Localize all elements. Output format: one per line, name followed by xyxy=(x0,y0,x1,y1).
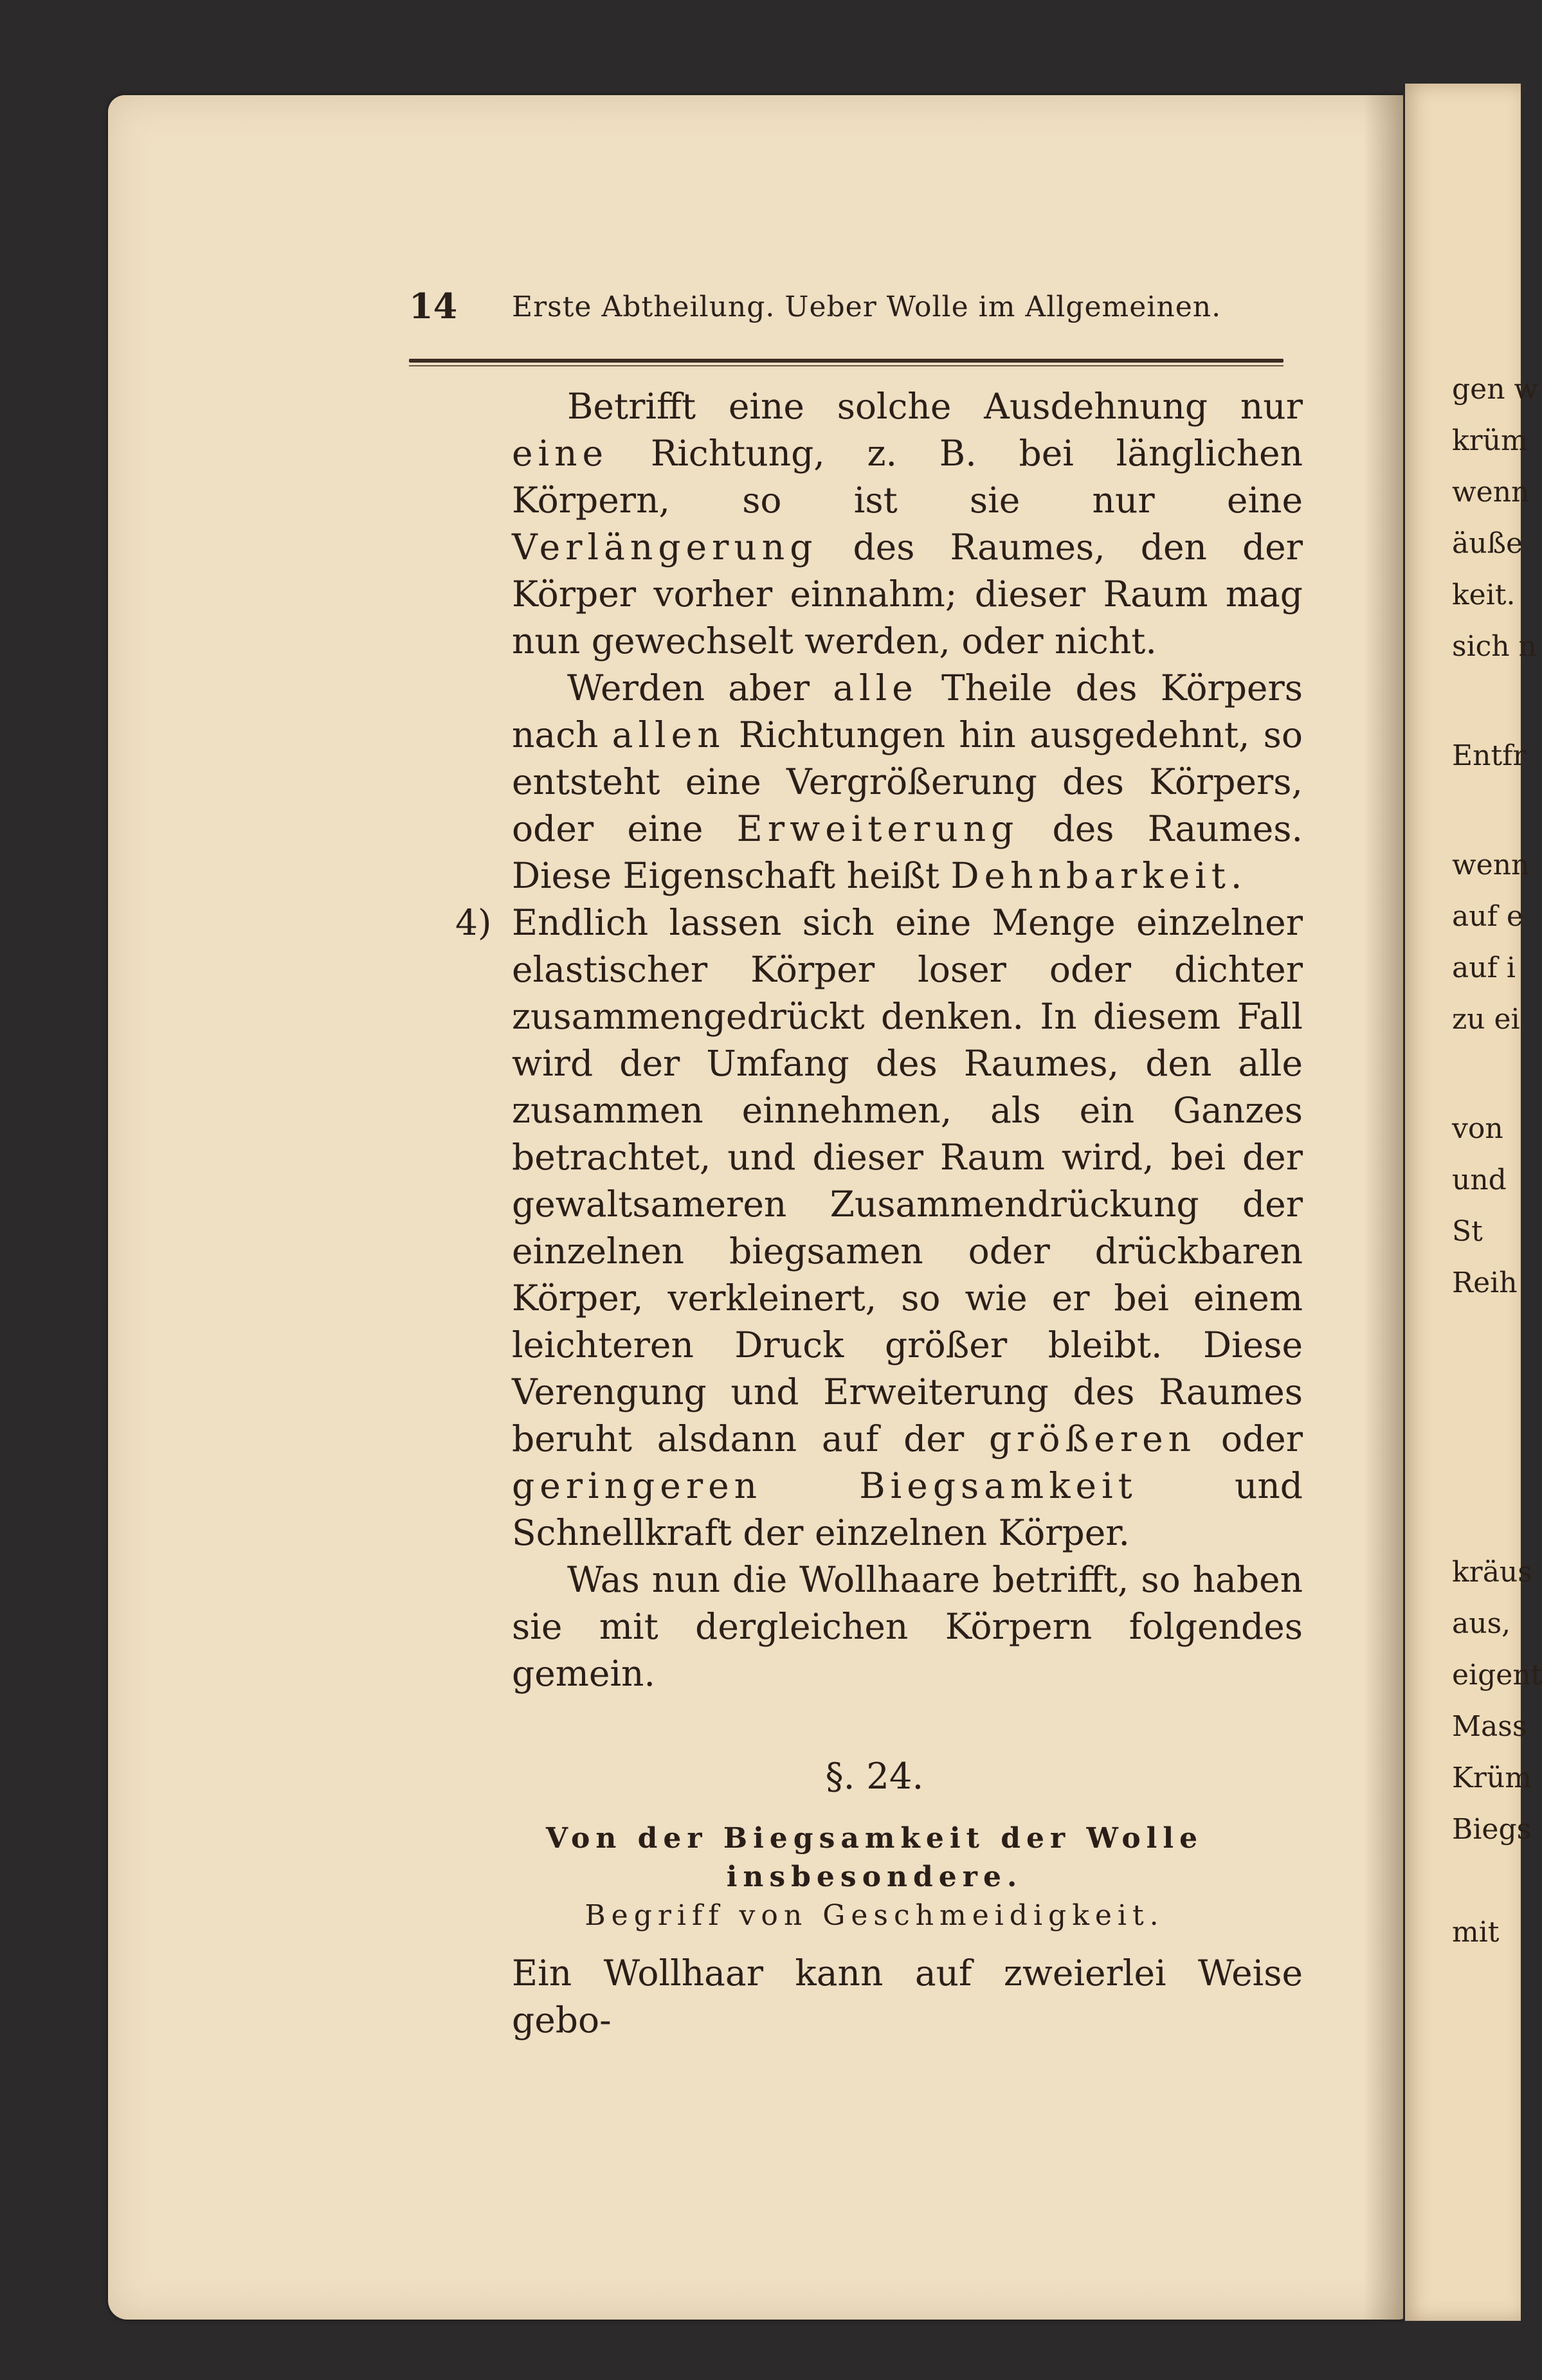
continuation-line: Ein Wollhaar kann auf zweierlei Weise gebo- xyxy=(512,1952,1303,2041)
emphasis-verlaengerung: Verlängerung xyxy=(512,527,818,568)
fragment: wenn xyxy=(1452,849,1530,881)
header-rule xyxy=(409,359,1283,363)
fragment: Krüm xyxy=(1452,1762,1532,1794)
fragment: mit xyxy=(1452,1916,1500,1949)
body-text xyxy=(455,383,1303,1697)
fragment: gen w xyxy=(1452,373,1539,406)
emphasis-alle: alle xyxy=(833,667,918,708)
emphasis-groesseren: größeren xyxy=(988,1418,1197,1459)
fragment: wenn xyxy=(1452,476,1530,509)
paragraph-wollhaare: Was nun die Wollhaare betrifft, so haben sie mit dergleichen Körpern folgendes gemein. xyxy=(512,1559,1303,1694)
page-number: 14 xyxy=(409,285,458,327)
section-title: Von der Biegsamkeit der Wolle insbesondere. xyxy=(545,1822,1204,1893)
fragment: auf e xyxy=(1452,900,1523,933)
item-number: 4) xyxy=(455,902,492,943)
fragment: Entfr xyxy=(1452,739,1527,772)
emphasis-dehnbarkeit: Dehnbarkeit xyxy=(950,855,1231,896)
section-subtitle: Begriff von Geschmeidigkeit. xyxy=(585,1899,1165,1932)
fragment: und xyxy=(1452,1164,1507,1196)
paragraph-ausdehnung: Betrifft eine solche Ausdehnung nur eine Richtung, z. B. bei länglichen Körpern, so ist sie nur eine Verlängerung des Raumes, den der Körper vorher einnahm; dieser Raum mag nun gewechselt werden, oder nicht. xyxy=(512,386,1303,662)
emphasis-geringeren: geringeren xyxy=(512,1465,763,1506)
section-heading xyxy=(437,1751,1312,1935)
right-page-edge xyxy=(1403,84,1521,2321)
running-head: Erste Abtheilung. Ueber Wolle im Allgemeinen. xyxy=(512,291,1222,323)
fragment: Biegs xyxy=(1452,1813,1532,1846)
fragment: sich n xyxy=(1452,630,1537,663)
fragment: äuße xyxy=(1452,527,1523,560)
fragment: St xyxy=(1452,1215,1483,1248)
header-rule-thin xyxy=(409,365,1283,366)
fragment: kräus xyxy=(1452,1556,1532,1589)
fragment: zu ei xyxy=(1452,1003,1520,1036)
page-header xyxy=(409,285,1296,343)
fragment: krüm xyxy=(1452,424,1528,457)
paragraph-vergroesserung: Werden aber alle Theile des Körpers nach allen Richtungen hin ausgedehnt, so entsteht eine Vergrößerung des Körpers, oder eine Erweiterung des Raumes. Diese Eigenschaft heißt Dehnbarkeit. xyxy=(512,667,1303,896)
fragment: eigent xyxy=(1452,1659,1542,1691)
fragment: Mass xyxy=(1452,1710,1527,1743)
section-number: §. 24. xyxy=(825,1756,924,1798)
fragment: Reih xyxy=(1452,1267,1518,1299)
fragment: von xyxy=(1452,1112,1503,1145)
paragraph-item-4: 4) Endlich lassen sich eine Menge einzelner elastischer Körper loser oder dichter zusammengedrückt denken. In diesem Fall wird der Umfang des Raumes, den alle zusammen einnehmen, als ein Ganzes betrachtet, und dieser Raum wird, bei der gewaltsameren Zusammendrückung der einzelnen biegsamen oder drückbaren Körper, verkleinert, so wie er bei einem leichteren Druck größer bleibt. Diese Verengung und Erweiterung des Raumes beruht alsdann auf der größeren oder geringeren Biegsamkeit und Schnellkraft der einzelnen Körper. xyxy=(512,899,1303,1556)
emphasis-biegsamkeit: Biegsamkeit xyxy=(859,1465,1138,1506)
fragment: aus, xyxy=(1452,1607,1511,1640)
fragment: keit. xyxy=(1452,579,1516,611)
emphasis-allen: allen xyxy=(612,714,725,755)
fragment: auf i xyxy=(1452,951,1516,984)
emphasis-erweiterung: Erweiterung xyxy=(736,808,1019,849)
gutter-shadow xyxy=(1363,95,1408,2320)
emphasis-eine: eine xyxy=(512,433,609,474)
